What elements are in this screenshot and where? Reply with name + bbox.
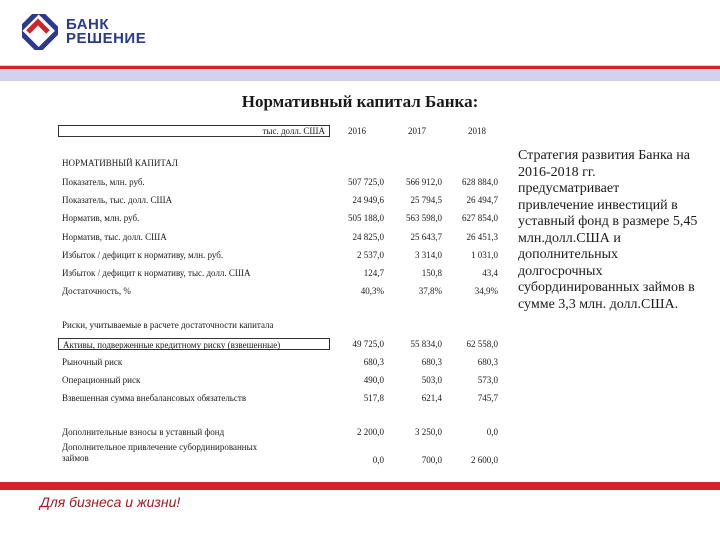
row-label-continued: займов: [62, 453, 89, 463]
table-row: [58, 194, 500, 208]
row-label: Показатель, млн. руб.: [62, 177, 145, 187]
row-label: Норматив, млн. руб.: [62, 213, 140, 223]
table-row: [58, 157, 500, 171]
cell-2017: 563 598,0: [406, 213, 442, 223]
row-label: Дополнительное привлечение субординированных: [62, 442, 258, 452]
row-label: Показатель, тыс. долл. США: [62, 195, 173, 205]
cell-2018: 2 600,0: [471, 455, 498, 465]
cell-2017: 55 834,0: [410, 339, 442, 349]
cell-2018: 26 451,3: [466, 232, 498, 242]
table-row: [58, 392, 500, 406]
year-header-2017: 2017: [408, 126, 426, 136]
row-label: Достаточность, %: [62, 286, 131, 296]
table-row: [58, 356, 500, 370]
cell-2016: 24 825,0: [352, 232, 384, 242]
cell-2018: 628 884,0: [462, 177, 498, 187]
page-title: Нормативный капитал Банка:: [241, 92, 479, 111]
row-label: Дополнительные взносы в уставный фонд: [62, 427, 225, 437]
cell-2016: 49 725,0: [352, 339, 384, 349]
table-row: [58, 231, 500, 245]
cell-2016: 517,8: [363, 393, 384, 403]
cell-2017: 3 314,0: [415, 250, 442, 260]
logo-line-2: РЕШЕНИЕ: [66, 30, 147, 47]
row-label: Активы, подверженные кредитному риску (взвешенные): [58, 338, 330, 350]
row-label: Избыток / дефицит к нормативу, млн. руб.: [62, 250, 224, 260]
cell-2016: 2 537,0: [357, 250, 384, 260]
cell-2018: 680,3: [477, 357, 498, 367]
row-label: Операционный риск: [62, 375, 141, 385]
table-row: [58, 267, 500, 281]
row-label: Рыночный риск: [62, 357, 123, 367]
cell-2017: 503,0: [421, 375, 442, 385]
row-label: Риски, учитываемые в расчете достаточности капитала: [62, 320, 274, 330]
table-row: [58, 338, 500, 352]
logo-mark-icon: [22, 14, 58, 50]
cell-2017: 566 912,0: [406, 177, 442, 187]
cell-2018: 573,0: [477, 375, 498, 385]
unit-label: тыс. долл. США: [58, 125, 330, 137]
cell-2017: 25 794,5: [410, 195, 442, 205]
cell-2017: 25 643,7: [410, 232, 442, 242]
cell-2016: 505 188,0: [348, 213, 384, 223]
cell-2018: 1 031,0: [471, 250, 498, 260]
header-accent-line: [0, 66, 720, 69]
cell-2018: 0,0: [486, 427, 498, 437]
cell-2016: 507 725,0: [348, 177, 384, 187]
cell-2016: 0,0: [372, 455, 384, 465]
row-label: Взвешенная сумма внебалансовых обязательств: [62, 393, 247, 403]
cell-2018: 627 854,0: [462, 213, 498, 223]
table-row: [58, 441, 500, 469]
table-row: [58, 249, 500, 263]
cell-2018: 745,7: [477, 393, 498, 403]
bank-logo: [22, 12, 172, 52]
cell-2018: 26 494,7: [466, 195, 498, 205]
cell-2016: 2 200,0: [357, 427, 384, 437]
cell-2017: 37,8%: [418, 286, 442, 296]
table-row: [58, 319, 500, 333]
strategy-text: Стратегия развития Банка на 2016-2018 гг. предусматривает привлечение инвестиций в уставный фонд в размере 5,45 млн.долл.США и дополнительных долгосрочных субординированных займов в сумме 3,3 млн. долл.США.: [518, 148, 698, 312]
year-header-2016: 2016: [348, 126, 366, 136]
table-row: [58, 374, 500, 388]
cell-2016: 24 949,6: [352, 195, 384, 205]
cell-2016: 490,0: [363, 375, 384, 385]
cell-2017: 150,8: [421, 268, 442, 278]
table-row: [58, 285, 500, 299]
table-row: [58, 212, 500, 226]
cell-2016: 124,7: [363, 268, 384, 278]
logo-text: [66, 18, 146, 46]
row-label: НОРМАТИВНЫЙ КАПИТАЛ: [62, 158, 178, 168]
cell-2017: 621,4: [421, 393, 442, 403]
row-label: Избыток / дефицит к нормативу, тыс. долл. США: [62, 268, 251, 278]
cell-2017: 3 250,0: [415, 427, 442, 437]
cell-2017: 700,0: [421, 455, 442, 465]
logo-line-1: БАНК: [66, 16, 110, 33]
footer-slogan: Для бизнеса и жизни!: [40, 494, 181, 510]
cell-2018: 34,9%: [474, 286, 498, 296]
cell-2016: 40,3%: [360, 286, 384, 296]
table-row: [58, 426, 500, 440]
cell-2016: 680,3: [363, 357, 384, 367]
cell-2018: 43,4: [482, 268, 498, 278]
footer-accent-line: [0, 482, 720, 490]
row-label: Норматив, тыс. долл. США: [62, 232, 167, 242]
table-row: [58, 176, 500, 190]
cell-2017: 680,3: [421, 357, 442, 367]
cell-2018: 62 558,0: [466, 339, 498, 349]
year-header-2018: 2018: [468, 126, 486, 136]
